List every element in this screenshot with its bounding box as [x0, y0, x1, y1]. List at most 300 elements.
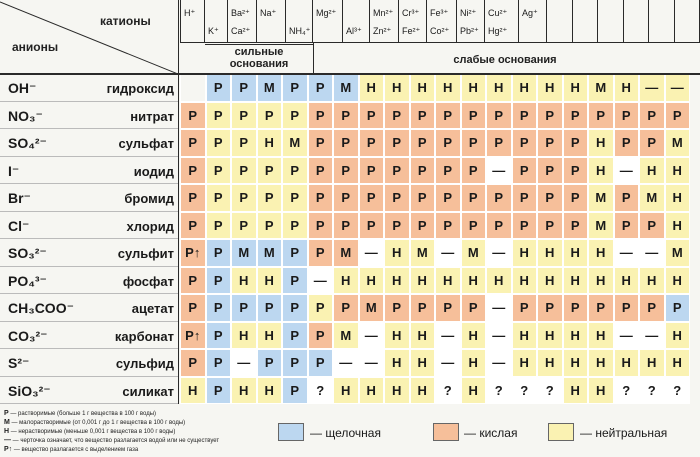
- solubility-cell: Р: [257, 102, 283, 130]
- solubility-cell: ?: [512, 377, 538, 405]
- solubility-cell: Р: [512, 184, 538, 212]
- solubility-cell: Р: [410, 157, 436, 185]
- cation-label: Mg²⁺: [316, 8, 337, 18]
- solubility-cell: —: [486, 349, 512, 377]
- solubility-cell: Н: [588, 239, 614, 267]
- alkaline-swatch: [278, 423, 304, 441]
- cation-header: [573, 0, 599, 42]
- solubility-cell: Р: [206, 239, 232, 267]
- anion-name: нитрат: [130, 108, 174, 124]
- solubility-cell: Р: [359, 102, 385, 130]
- solubility-cell: Н: [665, 212, 691, 240]
- cation-header: [399, 0, 427, 42]
- solubility-cell: Р: [384, 157, 410, 185]
- solubility-cell: Р: [410, 102, 436, 130]
- cation-header: [457, 0, 485, 42]
- anion-name: бромид: [124, 191, 174, 206]
- solubility-cell: Н: [537, 322, 563, 350]
- solubility-cell: Р: [588, 102, 614, 130]
- solubility-cell: ?: [614, 377, 640, 405]
- cation-header: [519, 0, 547, 42]
- cation-header: [675, 0, 700, 42]
- solubility-cell: М: [588, 74, 614, 102]
- solubility-cell: Р↑: [180, 322, 206, 350]
- anion-name: силикат: [122, 383, 174, 399]
- solubility-cell: Н: [512, 74, 538, 102]
- anion-name: гидроксид: [106, 81, 174, 96]
- solubility-cell: Н: [563, 377, 589, 405]
- solubility-cell: Н: [639, 267, 665, 295]
- solubility-cell: Р: [308, 102, 334, 130]
- divider: [178, 0, 179, 404]
- divider: [313, 42, 314, 74]
- solubility-cell: Р: [231, 74, 257, 102]
- solubility-cell: —: [359, 349, 385, 377]
- solubility-cell: Н: [359, 377, 385, 405]
- solubility-cell: М: [665, 129, 691, 157]
- solubility-cell: Р: [384, 212, 410, 240]
- solubility-cell: Н: [486, 74, 512, 102]
- solubility-cell: М: [359, 294, 385, 322]
- solubility-cell: Н: [486, 267, 512, 295]
- solubility-cell: Р↑: [180, 239, 206, 267]
- solubility-cell: М: [333, 322, 359, 350]
- row-divider: [0, 156, 178, 157]
- solubility-cell: Р: [282, 322, 308, 350]
- solubility-cell: Н: [563, 239, 589, 267]
- solubility-cell: Н: [435, 267, 461, 295]
- solubility-cell: Р: [537, 129, 563, 157]
- solubility-cell: —: [639, 322, 665, 350]
- solubility-cell: Н: [384, 377, 410, 405]
- cation-label: Zn²⁺: [373, 26, 392, 36]
- solubility-cell: Р: [563, 212, 589, 240]
- solubility-cell: Н: [231, 377, 257, 405]
- solubility-cell: Р: [180, 184, 206, 212]
- solubility-cell: Р: [537, 157, 563, 185]
- solubility-cell: Р: [563, 129, 589, 157]
- solubility-cell: Н: [384, 267, 410, 295]
- anion-formula: Br⁻: [8, 190, 31, 206]
- solubility-cell: Н: [588, 349, 614, 377]
- anion-name: сульфид: [115, 356, 174, 371]
- solubility-cell: Р: [359, 157, 385, 185]
- solubility-cell: М: [231, 239, 257, 267]
- cation-label: Cu²⁺: [488, 8, 508, 18]
- solubility-cell: Н: [461, 322, 487, 350]
- cation-label: Ag⁺: [522, 8, 538, 18]
- solubility-cell: Р: [257, 349, 283, 377]
- cation-header: [286, 0, 313, 42]
- anion-formula: OH⁻: [8, 80, 37, 96]
- solubility-cell: Р: [257, 157, 283, 185]
- solubility-cell: Р: [333, 102, 359, 130]
- solubility-cell: Н: [384, 239, 410, 267]
- solubility-cell: Р: [359, 212, 385, 240]
- solubility-cell: Н: [461, 267, 487, 295]
- solubility-cell: Н: [512, 322, 538, 350]
- solubility-cell: —: [333, 349, 359, 377]
- solubility-cell: Р: [257, 212, 283, 240]
- solubility-cell: Р: [435, 294, 461, 322]
- solubility-cell: Р: [486, 184, 512, 212]
- strong-bases-label: сильные основания: [229, 46, 289, 70]
- row-divider: [0, 211, 178, 212]
- solubility-cell: Н: [180, 377, 206, 405]
- solubility-cell: Р: [282, 184, 308, 212]
- anion-name: карбонат: [114, 328, 174, 344]
- row-divider: [0, 293, 178, 294]
- solubility-cell: —: [435, 239, 461, 267]
- solubility-cell: —: [639, 74, 665, 102]
- solubility-cell: Р: [588, 294, 614, 322]
- solubility-cell: Р: [282, 377, 308, 405]
- solubility-cell: Н: [537, 74, 563, 102]
- legend-soluble: Р — растворимые (больше 1 г вещества в 100 г воды): [4, 410, 157, 417]
- solubility-cell: Р: [384, 184, 410, 212]
- solubility-cell: Р: [563, 102, 589, 130]
- anion-formula: S²⁻: [8, 355, 30, 371]
- anion-formula: Cl⁻: [8, 217, 30, 234]
- solubility-cell: —: [614, 157, 640, 185]
- solubility-cell: Р: [410, 129, 436, 157]
- solubility-cell: Н: [563, 322, 589, 350]
- solubility-cell: Р: [206, 184, 232, 212]
- solubility-cell: —: [614, 322, 640, 350]
- solubility-cell: Н: [410, 322, 436, 350]
- anion-name: сульфат: [118, 136, 174, 151]
- solubility-cell: —: [231, 349, 257, 377]
- solubility-cell: Р: [333, 294, 359, 322]
- anion-name: сульфит: [117, 246, 174, 261]
- solubility-cell: Р: [614, 294, 640, 322]
- solubility-cell: Н: [512, 239, 538, 267]
- solubility-cell: Н: [461, 377, 487, 405]
- solubility-cell: Н: [537, 239, 563, 267]
- anion-name: иодид: [133, 163, 174, 179]
- solubility-cell: Н: [639, 349, 665, 377]
- solubility-cell: М: [588, 184, 614, 212]
- cation-label: Cr³⁺: [402, 8, 420, 18]
- solubility-cell: Р: [384, 294, 410, 322]
- solubility-cell: Р: [257, 294, 283, 322]
- cation-header: [485, 0, 519, 42]
- solubility-cell: Н: [665, 322, 691, 350]
- cation-label: Fe²⁺: [402, 26, 421, 36]
- solubility-cell: Р: [282, 349, 308, 377]
- solubility-cell: Р: [512, 212, 538, 240]
- solubility-cell: Н: [359, 267, 385, 295]
- solubility-cell: Р: [614, 184, 640, 212]
- cation-header: [649, 0, 675, 42]
- weak-bases-label: слабые основания: [453, 54, 557, 66]
- solubility-cell: —: [435, 322, 461, 350]
- solubility-cell: М: [333, 239, 359, 267]
- anion-formula: PO₄³⁻: [8, 272, 47, 289]
- cation-label: Hg²⁺: [488, 26, 508, 36]
- solubility-cell: Р: [512, 129, 538, 157]
- solubility-cell: Р: [282, 74, 308, 102]
- solubility-cell: Р: [180, 157, 206, 185]
- divider: [205, 44, 313, 45]
- solubility-cell: Н: [588, 157, 614, 185]
- anions-label: анионы: [12, 40, 59, 54]
- solubility-cell: Р: [435, 157, 461, 185]
- solubility-cell: Р: [435, 184, 461, 212]
- solubility-cell: Н: [588, 267, 614, 295]
- solubility-cell: Р: [665, 294, 691, 322]
- cation-label: NH₄⁺: [289, 26, 311, 36]
- solubility-cell: Р: [410, 184, 436, 212]
- solubility-cell: Н: [639, 157, 665, 185]
- cation-header: [257, 0, 286, 42]
- solubility-cell: М: [410, 239, 436, 267]
- solubility-cell: М: [257, 239, 283, 267]
- cation-header: [624, 0, 650, 42]
- solubility-cell: Р: [537, 294, 563, 322]
- solubility-cell: Н: [231, 322, 257, 350]
- cation-header: [343, 0, 370, 42]
- row-divider: [0, 183, 178, 184]
- solubility-cell: Р: [180, 294, 206, 322]
- solubility-cell: Р: [206, 157, 232, 185]
- cation-header: [598, 0, 624, 42]
- solubility-cell: Н: [614, 267, 640, 295]
- solubility-cell: Р: [435, 102, 461, 130]
- solubility-cell: Н: [512, 349, 538, 377]
- anion-name: хлорид: [126, 218, 174, 234]
- row-divider: [0, 101, 178, 102]
- solubility-cell: Р: [308, 74, 334, 102]
- solubility-cell: Р: [206, 74, 232, 102]
- solubility-cell: Р: [461, 102, 487, 130]
- solubility-cell: Р: [359, 184, 385, 212]
- solubility-cell: Р: [333, 212, 359, 240]
- solubility-cell: Р: [308, 129, 334, 157]
- solubility-cell: ?: [537, 377, 563, 405]
- solubility-cell: Р: [231, 129, 257, 157]
- acidic-swatch: [433, 423, 459, 441]
- solubility-cell: Р: [308, 322, 334, 350]
- solubility-cell: —: [435, 349, 461, 377]
- solubility-cell: —: [359, 239, 385, 267]
- solubility-cell: Р: [180, 349, 206, 377]
- solubility-cell: Р: [333, 184, 359, 212]
- cation-header: [370, 0, 399, 42]
- cation-header: [427, 0, 457, 42]
- solubility-cell: Н: [410, 377, 436, 405]
- solubility-cell: Н: [257, 267, 283, 295]
- solubility-cell: М: [257, 74, 283, 102]
- solubility-cell: Р: [563, 157, 589, 185]
- solubility-cell: Н: [257, 129, 283, 157]
- solubility-cell: Р: [206, 129, 232, 157]
- solubility-cell: ?: [639, 377, 665, 405]
- solubility-cell: Н: [563, 267, 589, 295]
- row-divider: [0, 128, 178, 129]
- solubility-cell: Р: [206, 377, 232, 405]
- cations-label: катионы: [100, 14, 151, 28]
- cation-label: Mn²⁺: [373, 8, 394, 18]
- solubility-cell: Р: [486, 212, 512, 240]
- solubility-cell: Р: [461, 294, 487, 322]
- solubility-cell: Н: [512, 267, 538, 295]
- divider: [180, 42, 700, 43]
- solubility-cell: Р: [486, 129, 512, 157]
- solubility-cell: М: [333, 74, 359, 102]
- solubility-cell: Н: [257, 322, 283, 350]
- solubility-cell: Р: [563, 184, 589, 212]
- solubility-cell: Н: [461, 349, 487, 377]
- legend-decomposes: — — черточка означает, что вещество разлагается водой или не существует: [4, 437, 220, 444]
- solubility-cell: М: [282, 129, 308, 157]
- solubility-cell: Р: [512, 157, 538, 185]
- anion-formula: SO₄²⁻: [8, 135, 47, 151]
- anion-formula: NO₃⁻: [8, 107, 43, 124]
- solubility-cell: Р: [206, 322, 232, 350]
- solubility-cell: Р: [308, 294, 334, 322]
- solubility-cell: М: [588, 212, 614, 240]
- solubility-cell: —: [359, 322, 385, 350]
- solubility-cell: Р: [435, 129, 461, 157]
- solubility-cell: Н: [614, 349, 640, 377]
- solubility-cell: Р: [435, 212, 461, 240]
- solubility-cell: Р: [639, 129, 665, 157]
- solubility-cell: Р: [282, 294, 308, 322]
- solubility-cell: Р: [333, 157, 359, 185]
- cation-header: [205, 0, 228, 42]
- solubility-cell: Р: [537, 212, 563, 240]
- solubility-cell: ?: [486, 377, 512, 405]
- neutral-swatch: [548, 423, 574, 441]
- solubility-cell: Н: [410, 74, 436, 102]
- solubility-cell: Р: [308, 212, 334, 240]
- cation-header: [180, 0, 205, 42]
- solubility-cell: Р: [206, 267, 232, 295]
- solubility-cell: Р: [410, 294, 436, 322]
- anion-formula: SiO₃²⁻: [8, 382, 51, 399]
- solubility-cell: Р: [537, 184, 563, 212]
- acidic-label: — кислая: [464, 426, 518, 440]
- solubility-cell: Р: [308, 157, 334, 185]
- solubility-cell: Р: [614, 129, 640, 157]
- solubility-cell: М: [665, 239, 691, 267]
- solubility-cell: Н: [614, 74, 640, 102]
- solubility-cell: Н: [384, 322, 410, 350]
- solubility-cell: —: [614, 239, 640, 267]
- anion-formula: CH₃COO⁻: [8, 300, 74, 316]
- solubility-cell: Р: [206, 212, 232, 240]
- solubility-cell: Р: [231, 184, 257, 212]
- solubility-cell: Р: [614, 212, 640, 240]
- row-divider: [0, 266, 178, 267]
- solubility-cell: Р: [206, 294, 232, 322]
- solubility-cell: Н: [563, 349, 589, 377]
- solubility-cell: —: [486, 294, 512, 322]
- row-divider: [0, 321, 178, 322]
- solubility-cell: Р: [639, 294, 665, 322]
- solubility-cell: Н: [384, 349, 410, 377]
- solubility-cell: Р: [384, 102, 410, 130]
- anion-name: ацетат: [131, 301, 174, 316]
- cation-header: [313, 0, 343, 42]
- neutral-label: — нейтральная: [580, 426, 668, 440]
- solubility-cell: Р: [282, 157, 308, 185]
- cation-header: [547, 0, 573, 42]
- solubility-cell: Р: [461, 157, 487, 185]
- divider: [0, 73, 700, 75]
- cation-label: Co²⁺: [430, 26, 450, 36]
- cation-label: Pb²⁺: [460, 26, 479, 36]
- solubility-cell: ?: [435, 377, 461, 405]
- solubility-cell: Р: [486, 102, 512, 130]
- row-divider: [0, 376, 178, 377]
- solubility-cell: Н: [231, 267, 257, 295]
- solubility-cell: Р: [461, 212, 487, 240]
- solubility-cell: Р: [639, 212, 665, 240]
- solubility-cell: —: [486, 157, 512, 185]
- solubility-cell: Р: [180, 102, 206, 130]
- row-divider: [0, 238, 178, 239]
- solubility-cell: Н: [435, 74, 461, 102]
- cation-header: [228, 0, 257, 42]
- row-divider: [0, 348, 178, 349]
- solubility-cell: Н: [588, 129, 614, 157]
- solubility-cell: Р: [206, 349, 232, 377]
- cation-label: Ca²⁺: [231, 26, 251, 36]
- solubility-cell: Н: [665, 184, 691, 212]
- solubility-cell: Р: [282, 212, 308, 240]
- alkaline-label: — щелочная: [310, 426, 381, 440]
- solubility-cell: Р: [614, 102, 640, 130]
- solubility-cell: —: [486, 239, 512, 267]
- solubility-cell: Н: [384, 74, 410, 102]
- solubility-cell: Р: [257, 184, 283, 212]
- solubility-cell: —: [308, 267, 334, 295]
- cation-label: Ni²⁺: [460, 8, 477, 18]
- solubility-cell: Н: [537, 349, 563, 377]
- solubility-cell: Р: [231, 102, 257, 130]
- solubility-cell: Н: [257, 377, 283, 405]
- cation-label: K⁺: [208, 26, 219, 36]
- solubility-cell: Н: [665, 267, 691, 295]
- solubility-cell: М: [639, 184, 665, 212]
- row-divider: [0, 403, 178, 404]
- solubility-cell: Р: [359, 129, 385, 157]
- solubility-cell: Н: [359, 74, 385, 102]
- cation-label: Ba²⁺: [231, 8, 250, 18]
- solubility-cell: Р: [384, 129, 410, 157]
- solubility-cell: Р: [308, 349, 334, 377]
- solubility-cell: Р: [308, 239, 334, 267]
- solubility-cell: Р: [282, 102, 308, 130]
- solubility-cell: Р: [231, 212, 257, 240]
- anion-formula: CO₃²⁻: [8, 327, 48, 344]
- cation-label: Na⁺: [260, 8, 277, 18]
- solubility-cell: Р: [333, 129, 359, 157]
- solubility-cell: Н: [588, 377, 614, 405]
- solubility-cell: Р: [231, 157, 257, 185]
- solubility-cell: Р: [563, 294, 589, 322]
- solubility-cell: Р: [665, 102, 691, 130]
- legend-gas: Р↑ — вещество разлагается с выделением газа: [4, 446, 139, 453]
- solubility-cell: Н: [461, 74, 487, 102]
- cation-label: Fe³⁺: [430, 8, 449, 18]
- corner-diagonal: [0, 0, 178, 74]
- solubility-cell: Р: [282, 267, 308, 295]
- anion-formula: I⁻: [8, 162, 20, 179]
- solubility-cell: —: [486, 322, 512, 350]
